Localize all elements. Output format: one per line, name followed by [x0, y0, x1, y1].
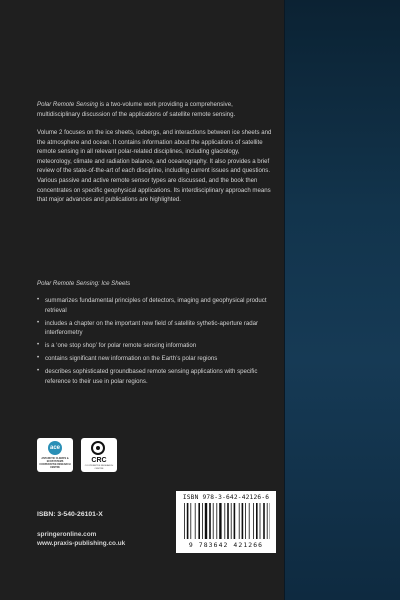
subheading: Polar Remote Sensing: Ice Sheets	[37, 280, 131, 287]
feature-list	[37, 296, 273, 390]
barcode-digits: 9 783642 421266	[188, 541, 264, 549]
crc-logo-subtitle: COOPERATIVE RESEARCH CENTRE	[84, 465, 114, 470]
ace-logo-subtitle: ANTARCTIC CLIMATE & ECOSYSTEMS COOPERATIVE RESEARCH CENTRE	[39, 457, 71, 469]
ace-logo	[37, 438, 73, 472]
list-item	[37, 319, 273, 338]
crc-logo-mark: CRC	[91, 457, 107, 464]
bullet-icon: •	[37, 355, 40, 362]
bullet-icon: •	[37, 342, 40, 349]
barcode-block	[176, 491, 276, 553]
crc-ring-icon	[91, 441, 105, 455]
isbn-text: ISBN: 3-540-26101-X	[37, 511, 103, 518]
bullet-text: includes a chapter on the important new field of satellite sythetic-aperture radar interferometry	[45, 319, 259, 337]
list-item	[37, 367, 273, 386]
springer-url: springeronline.com	[37, 531, 97, 538]
intro-paragraph	[37, 100, 273, 119]
bullet-icon: •	[37, 297, 40, 303]
barcode-isbn: ISBN 978-3-642-42126-6	[182, 494, 270, 501]
intro-text: is a two-volume work providing a comprehensive, multidisciplinary discussion of the applications of satellite remote sensing.	[37, 101, 236, 118]
praxis-url: www.praxis-publishing.co.uk	[37, 540, 126, 547]
bullet-text: summarizes fundamental principles of detectors, imaging and geophysical product retrieval	[45, 297, 267, 314]
bullet-text: describes sophisticated groundbased remote sensing applications with specific reference to their use in polar regions.	[45, 368, 258, 385]
volume-paragraph: Volume 2 focuses on the ice sheets, icebergs, and interactions between ice sheets and the atmosphere and ocean. It contains information about the applications of satellite remote sensing in all relevant polar-related disciplines, including glaciology, meteorology, climate and radiation balance, and oceanography. It also provides a brief review of the state-of-the-art of each discipline, including current issues and questions. Various passive and active remote sensor types are discussed, and the book then concentrates on specific geophysical applications. Its interdisciplinary approach means that major advances and publications are highlighted.	[37, 129, 272, 204]
partner-logos	[37, 438, 117, 472]
intro-title: Polar Remote Sensing	[37, 101, 98, 108]
bullet-text: contains significant new information on the Earth’s polar regions	[45, 355, 218, 363]
barcode-icon	[184, 503, 270, 539]
bullet-icon: •	[37, 319, 40, 326]
list-item	[37, 341, 273, 351]
bullet-icon: •	[37, 368, 40, 375]
crc-logo	[81, 438, 117, 472]
bullet-text: is a ‘one stop shop’ for polar remote sensing information	[45, 342, 197, 350]
spine-strip	[284, 0, 400, 600]
ace-logo-mark: ace	[48, 441, 62, 455]
list-item	[37, 296, 273, 315]
list-item	[37, 354, 273, 364]
